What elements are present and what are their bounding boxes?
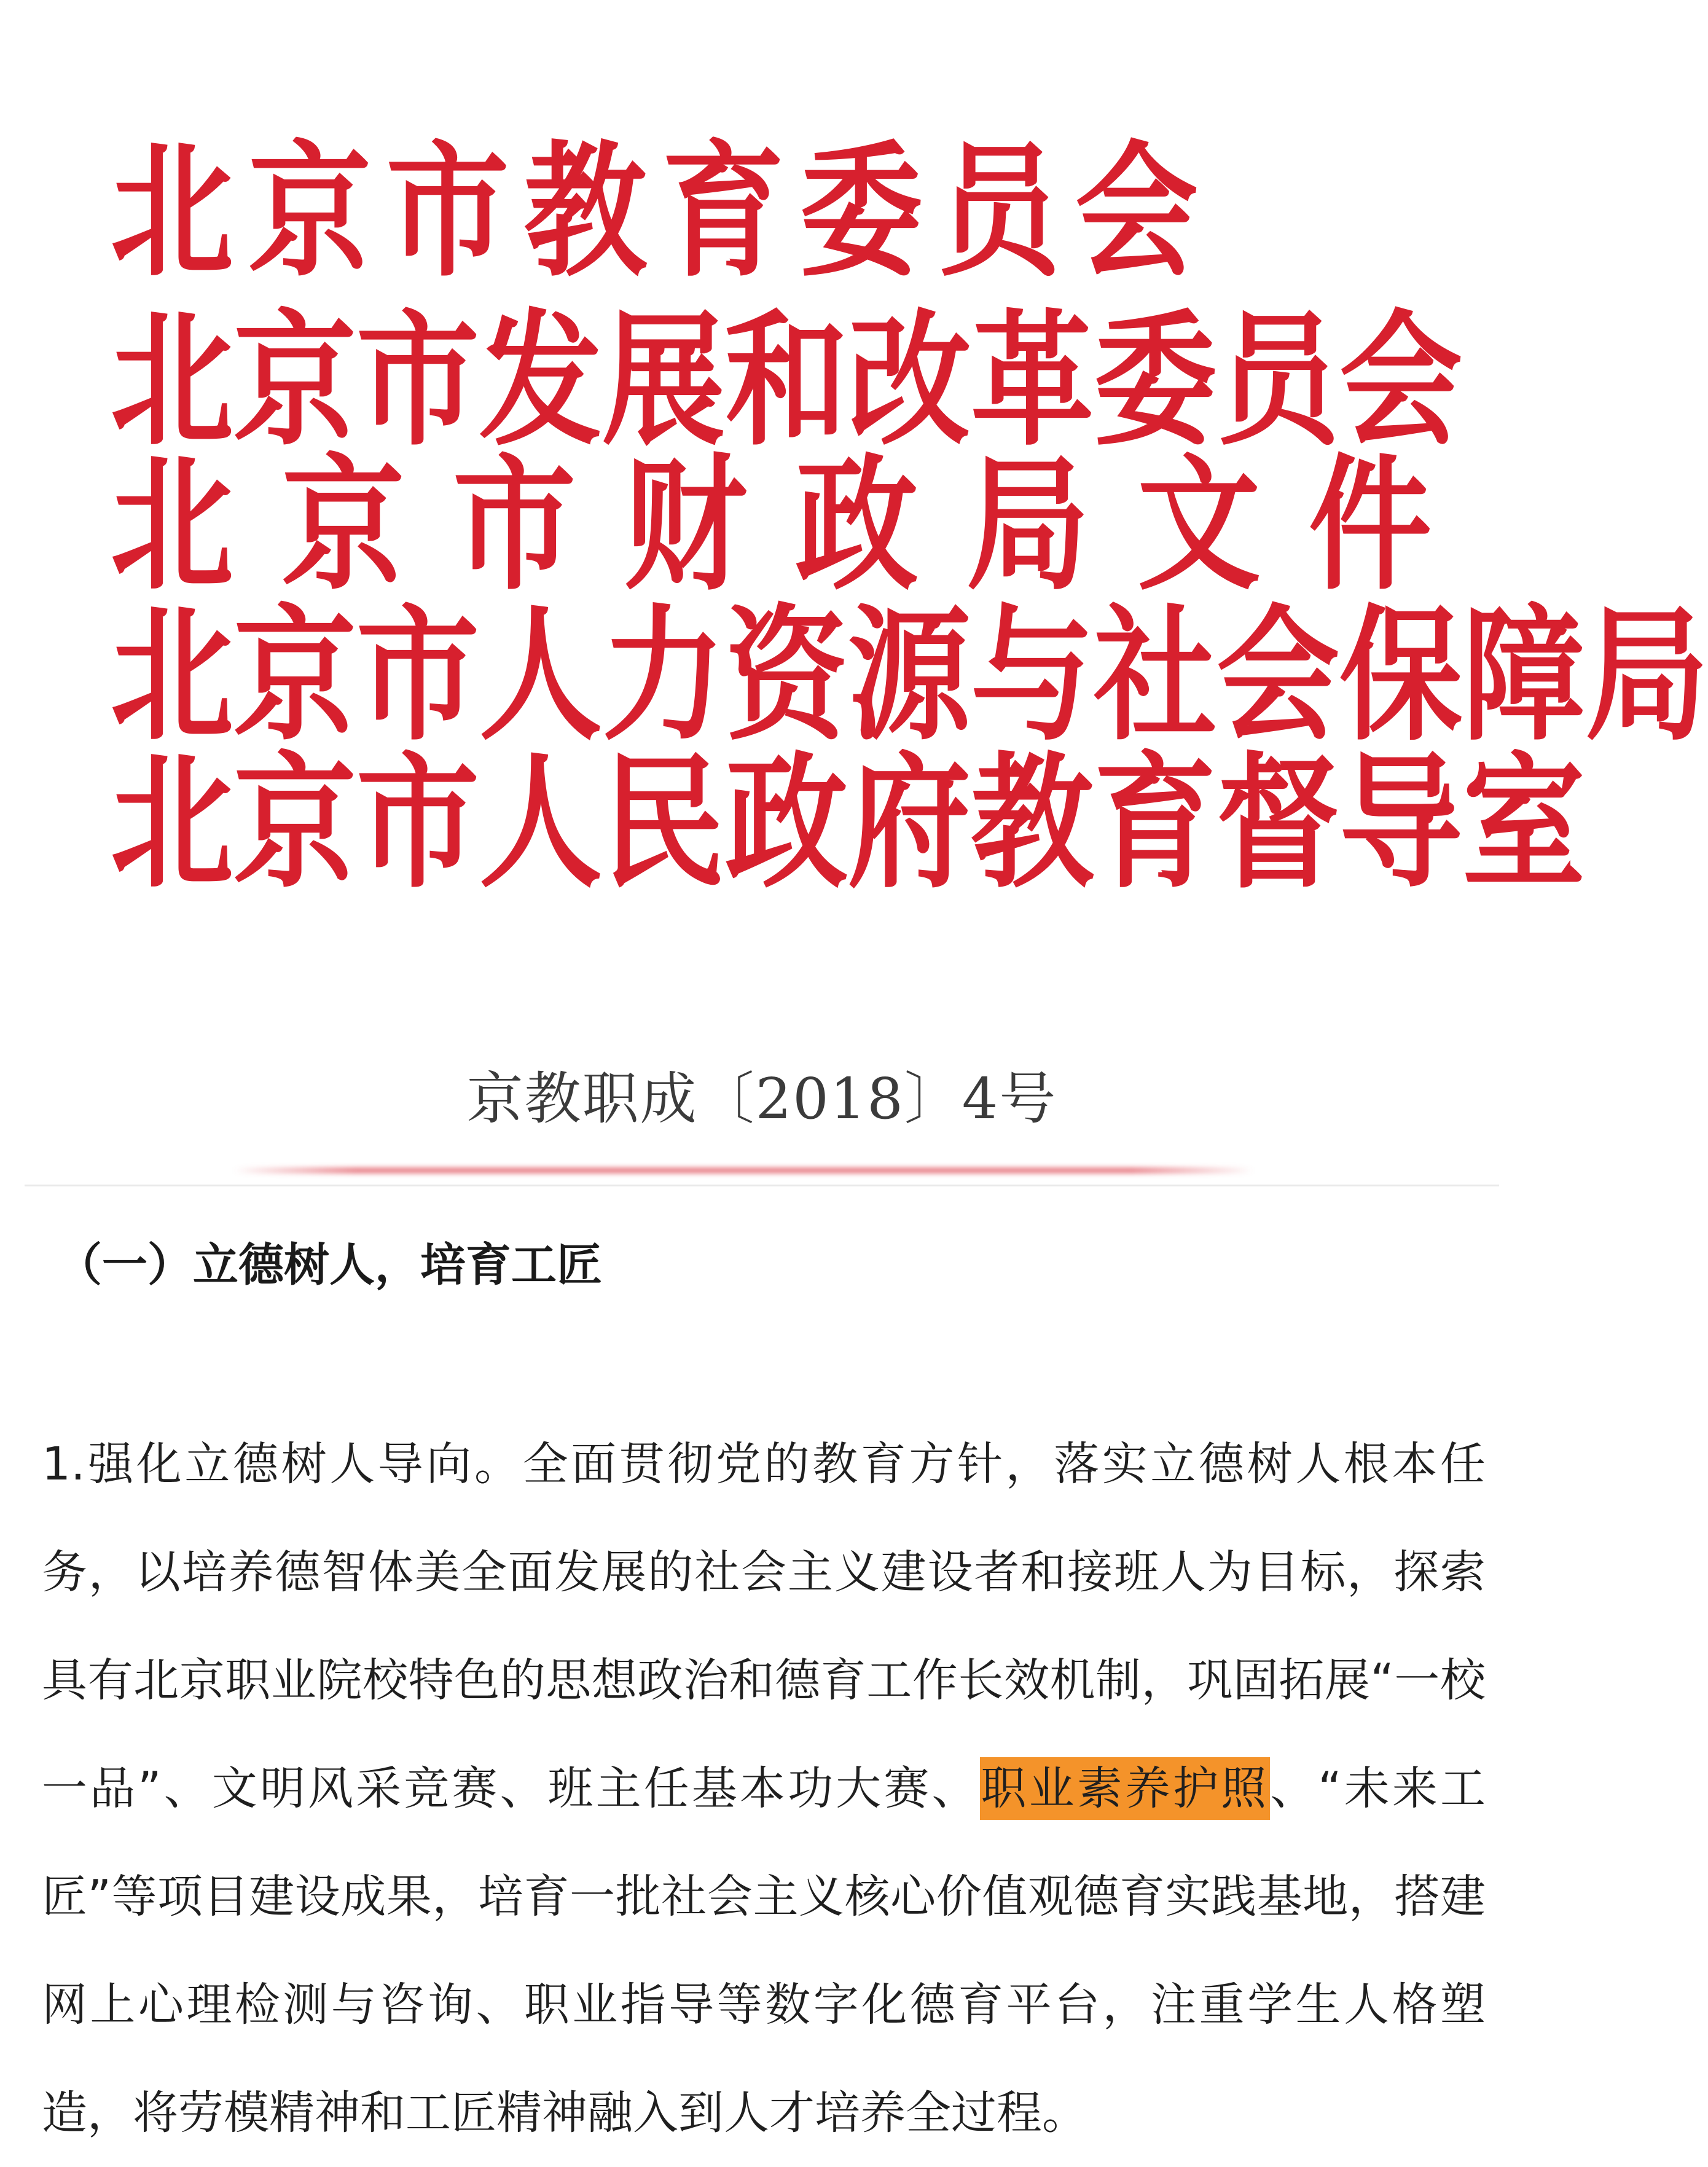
section-divider [25,1185,1499,1186]
paragraph-text-end: 、“未来工匠”等项目建设成果，培育一批社会主义核心价值观德育实践基地，搭建网上心理检测与咨询、职业指导等数字化德育平台，注重学生人格塑造，将劳模精神和工匠精神融入到人才培养全过程。 [42,1762,1486,2139]
org-line-education-supervision-office: 北 京 市 人 民 政 府 教 育 督 导 室 [111,737,1586,909]
org-line-finance-bureau: 北 京 市 财 政 局 文 件 [111,439,1432,611]
org-line-development-reform-commission: 北 京 市 发 展 和 改 革 委 员 会 [111,295,1463,466]
highlighted-term: 职业素养护照 [980,1757,1271,1820]
document-number: 京教职成〔2018〕4号 [466,1066,1057,1132]
paragraph-text-start: 1.强化立德树人导向。全面贯彻党的教育方针，落实立德树人根本任务，以培养德智体美全面发展的社会主义建设者和接班人为目标，探索具有北京职业院校特色的思想政治和德育工作长效机制，巩固拓展“一校一品”、文明风采竞赛、班主任基本功大赛、 [42,1438,1486,1815]
org-line-human-resources-bureau: 北 京 市 人 力 资 源 与 社 会 保 障 局 [111,590,1708,761]
article-paragraph [42,1410,1486,2167]
section-heading: （一）立德树人，培育工匠 [57,1239,602,1291]
org-line-education-commission: 北 京 市 教 育 委 员 会 [111,126,1198,297]
red-header-rule [233,1167,1253,1174]
